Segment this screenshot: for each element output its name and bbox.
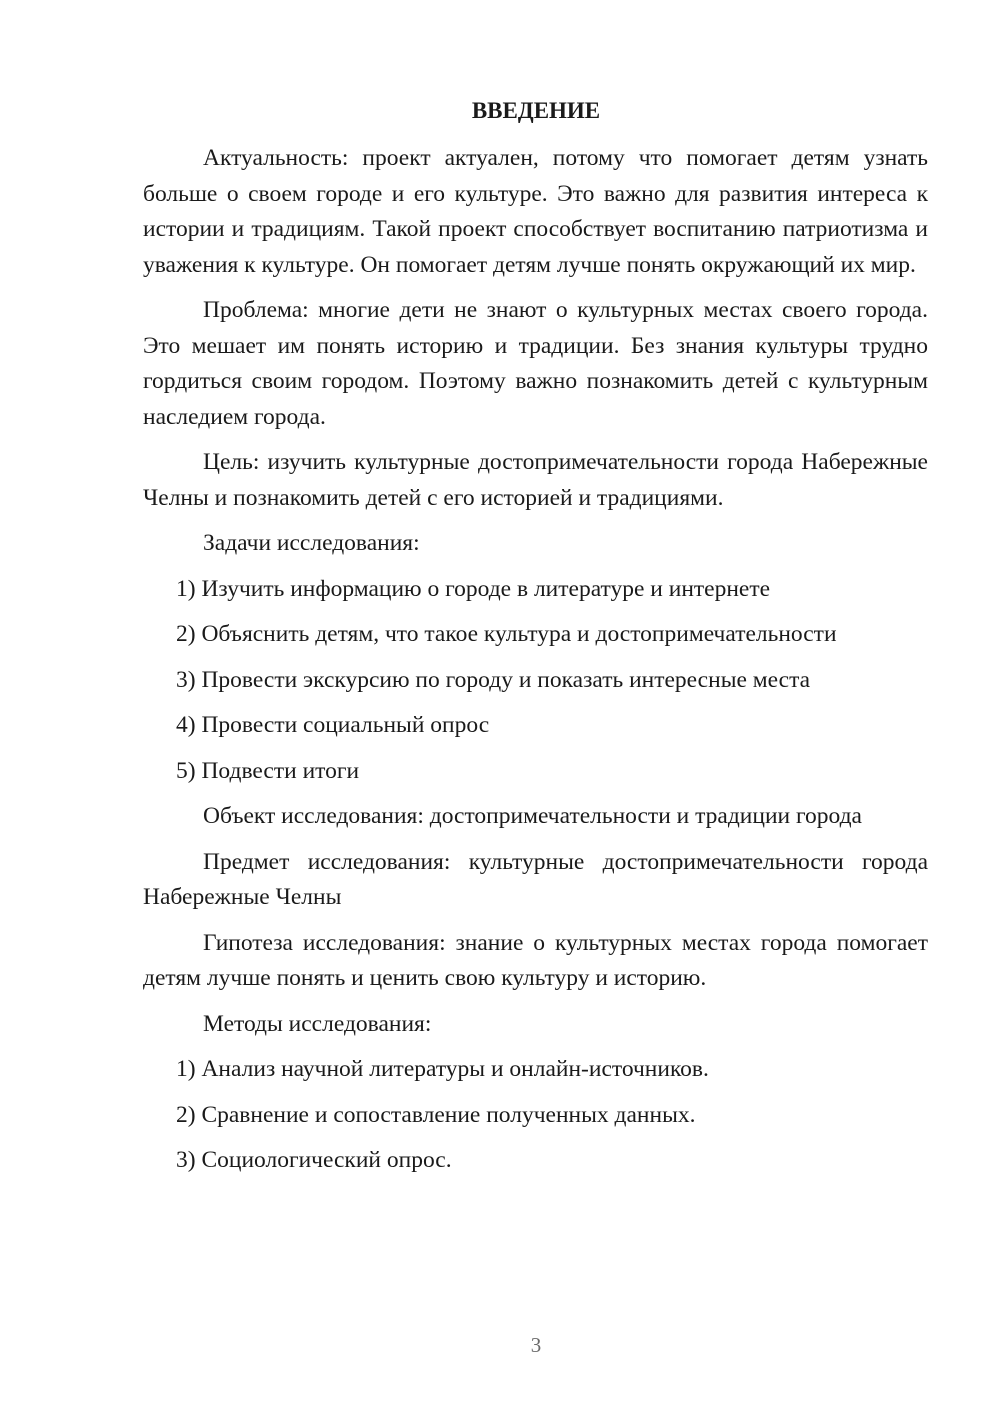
relevance-paragraph: Актуальность: проект актуален, потому что помогает детям узнать больше о своем городе и его культуре. Это важно для развития интереса к истории и традициям. Такой проект способствует воспитанию патриотизма и уважения к культуре. Он помогает детям лучше понять окружающий их мир.	[143, 145, 928, 278]
tasks-title: Задачи исследования:	[203, 530, 420, 556]
object-line: Объект исследования: достопримечательности и традиции города	[203, 803, 862, 829]
subject-paragraph: Предмет исследования: культурные достопримечательности города Набережные Челны	[143, 848, 928, 910]
methods-title: Методы исследования:	[203, 1010, 432, 1037]
page-content	[143, 141, 928, 1179]
method-item: 1) Анализ научной литературы и онлайн-источников.	[176, 1056, 709, 1082]
task-item: 1) Изучить информацию о городе в литературе и интернете	[176, 575, 771, 602]
page-number: 3	[530, 1333, 542, 1357]
page-heading: ВВЕДЕНИЕ	[471, 98, 601, 123]
task-item: 2) Объяснить детям, что такое культура и достопримечательности	[176, 621, 837, 647]
task-item: 4) Провести социальный опрос	[176, 712, 490, 738]
task-item: 5) Подвести итоги	[176, 757, 360, 784]
method-item: 3) Социологический опрос.	[176, 1147, 452, 1173]
hypothesis-paragraph: Гипотеза исследования: знание о культурных местах города помогает детям лучше понять и ценить свою культуру и историю.	[143, 929, 928, 991]
method-item: 2) Сравнение и сопоставление полученных данных.	[176, 1101, 696, 1128]
goal-paragraph: Цель: изучить культурные достопримечательности города Набережные Челны и познакомить детей с его историей и традициями.	[143, 449, 928, 511]
task-item: 3) Провести экскурсию по городу и показать интересные места	[176, 666, 811, 693]
problem-paragraph: Проблема: многие дети не знают о культурных местах своего города. Это мешает им понять историю и традиции. Без знания культуры трудно гордиться своим городом. Поэтому важно познакомить детей с культурным наследием города.	[143, 297, 928, 430]
